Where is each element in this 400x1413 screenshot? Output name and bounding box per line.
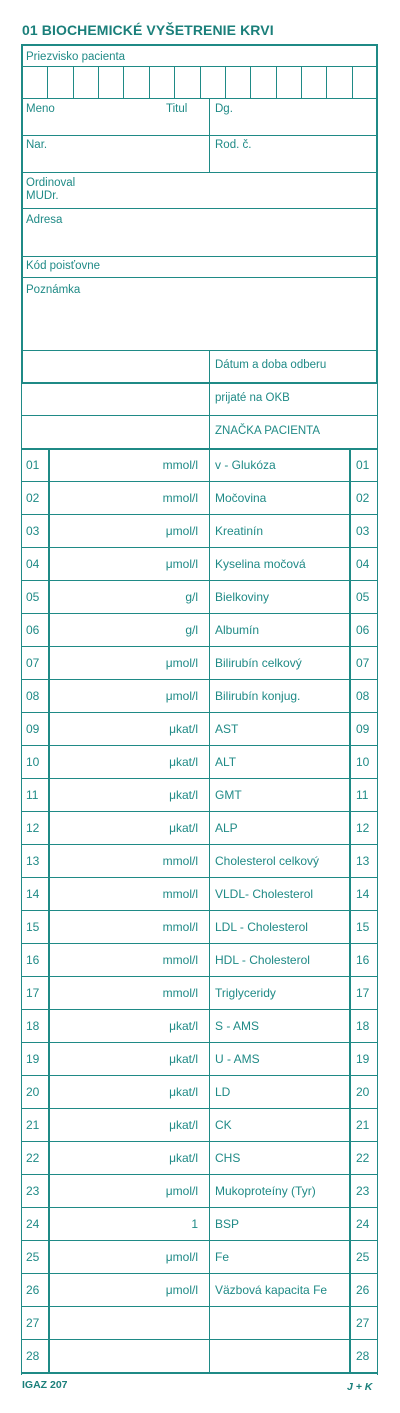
born-label: Nar. <box>26 139 48 151</box>
result-value-field[interactable] <box>50 648 145 677</box>
row-number-left: 04 <box>26 557 40 571</box>
surname-label: Priezvisko pacienta <box>26 51 126 63</box>
result-value-field[interactable] <box>50 1242 145 1271</box>
test-name: Albumín <box>215 623 260 637</box>
test-name: Bilirubín konjug. <box>215 689 301 703</box>
row-number-left: 20 <box>26 1085 40 1099</box>
letter-box-divider <box>174 66 175 98</box>
unit-label: mmol/l <box>162 854 198 868</box>
letter-box-divider <box>326 66 327 98</box>
letter-box-divider <box>149 66 150 98</box>
row-number-right: 05 <box>356 590 370 604</box>
table-row-line <box>22 1372 377 1374</box>
result-value-field[interactable] <box>50 879 145 908</box>
result-value-field[interactable] <box>50 549 145 578</box>
result-value-field[interactable] <box>50 1077 145 1106</box>
row-number-left: 22 <box>26 1151 40 1165</box>
address-label: Adresa <box>26 214 63 226</box>
row-number-left: 26 <box>26 1283 40 1297</box>
test-name: CK <box>215 1118 232 1132</box>
test-name: Kreatinín <box>215 524 264 538</box>
row-number-left: 16 <box>26 953 40 967</box>
patient-tag-label: ZNAČKA PACIENTA <box>215 425 321 437</box>
result-value-field[interactable] <box>50 1176 145 1205</box>
unit-label: μkat/l <box>169 1085 198 1099</box>
table-row-line <box>22 1009 377 1010</box>
table-row-line <box>22 1108 377 1109</box>
test-name: GMT <box>215 788 242 802</box>
row-number-right: 27 <box>356 1316 370 1330</box>
result-value-field[interactable] <box>50 912 145 941</box>
row-number-left: 25 <box>26 1250 40 1264</box>
test-name: LD <box>215 1085 231 1099</box>
name-label: Meno <box>26 103 55 115</box>
result-value-field[interactable] <box>50 1341 145 1370</box>
row-number-right: 19 <box>356 1052 370 1066</box>
test-name: HDL - Cholesterol <box>215 953 310 967</box>
table-row-line <box>22 1339 377 1340</box>
row-number-left: 05 <box>26 590 40 604</box>
letter-box-divider <box>250 66 251 98</box>
row-number-left: 10 <box>26 755 40 769</box>
row-number-left: 18 <box>26 1019 40 1033</box>
insurance-code-label: Kód poisťovne <box>26 260 101 272</box>
row-number-left: 23 <box>26 1184 40 1198</box>
result-value-field[interactable] <box>50 1011 145 1040</box>
test-name: v - Glukóza <box>215 458 276 472</box>
letter-box-divider <box>352 66 353 98</box>
row-number-left: 06 <box>26 623 40 637</box>
table-row-line <box>22 910 377 911</box>
ordered-by-label: Ordinoval <box>26 177 76 189</box>
table-row-line <box>22 778 377 779</box>
unit-label: mmol/l <box>162 953 198 967</box>
row-number-left: 08 <box>26 689 40 703</box>
table-row-line <box>22 712 377 713</box>
row-number-right: 11 <box>356 788 369 802</box>
unit-label: μmol/l <box>165 524 198 538</box>
letter-box-divider <box>200 66 201 98</box>
table-row-line <box>22 1075 377 1076</box>
letter-box-divider <box>225 66 226 98</box>
row-number-right: 13 <box>356 854 370 868</box>
test-name: ALP <box>215 821 238 835</box>
row-number-right: 06 <box>356 623 370 637</box>
row-number-left: 14 <box>26 887 40 901</box>
table-row-line <box>22 1240 377 1241</box>
unit-label: mmol/l <box>162 986 198 1000</box>
result-value-field[interactable] <box>50 1044 145 1073</box>
result-value-field[interactable] <box>50 615 145 644</box>
unit-label: mmol/l <box>162 887 198 901</box>
table-column-line <box>349 448 351 1372</box>
unit-label: μkat/l <box>169 1151 198 1165</box>
table-row-line <box>22 844 377 845</box>
test-name: U - AMS <box>215 1052 260 1066</box>
result-value-field[interactable] <box>50 582 145 611</box>
result-value-field[interactable] <box>50 1308 145 1337</box>
table-row-line <box>22 580 377 581</box>
row-number-right: 15 <box>356 920 370 934</box>
result-value-field[interactable] <box>50 450 145 479</box>
result-value-field[interactable] <box>50 714 145 743</box>
row-number-left: 28 <box>26 1349 40 1363</box>
row-number-right: 24 <box>356 1217 370 1231</box>
result-value-field[interactable] <box>50 846 145 875</box>
test-name: Kyselina močová <box>215 557 306 571</box>
unit-label: μmol/l <box>165 689 198 703</box>
unit-label: mmol/l <box>162 920 198 934</box>
test-name: Močovina <box>215 491 267 505</box>
form-code: IGAZ 207 <box>22 1379 68 1391</box>
birth-number-label: Rod. č. <box>215 139 252 151</box>
test-name: CHS <box>215 1151 241 1165</box>
result-value-field[interactable] <box>50 978 145 1007</box>
table-row-line <box>22 613 377 614</box>
letter-box-divider <box>47 66 48 98</box>
row-number-right: 03 <box>356 524 370 538</box>
row-number-left: 02 <box>26 491 40 505</box>
row-number-left: 24 <box>26 1217 40 1231</box>
row-number-right: 10 <box>356 755 370 769</box>
note-label: Poznámka <box>26 284 81 296</box>
unit-label: μmol/l <box>165 656 198 670</box>
unit-label: g/l <box>185 590 198 604</box>
row-number-right: 07 <box>356 656 370 670</box>
test-name: Triglyceridy <box>215 986 276 1000</box>
table-row-line <box>22 811 377 812</box>
result-value-field[interactable] <box>50 681 145 710</box>
unit-label: μmol/l <box>165 557 198 571</box>
unit-label: μkat/l <box>169 1118 198 1132</box>
table-row-line <box>22 943 377 944</box>
unit-label: 1 <box>191 1217 198 1231</box>
result-value-field[interactable] <box>50 780 145 809</box>
table-row-line <box>22 646 377 647</box>
test-name: Mukoproteíny (Tyr) <box>215 1184 316 1198</box>
row-number-left: 01 <box>26 458 40 472</box>
result-value-field[interactable] <box>50 1143 145 1172</box>
row-number-right: 22 <box>356 1151 370 1165</box>
table-column-line <box>209 448 210 1372</box>
table-row-line <box>22 514 377 515</box>
unit-label: μkat/l <box>169 722 198 736</box>
result-value-field[interactable] <box>50 813 145 842</box>
table-row-line <box>22 1042 377 1043</box>
unit-label: mmol/l <box>162 491 198 505</box>
test-name: Bilirubín celkový <box>215 656 302 670</box>
test-name: VLDL- Cholesterol <box>215 887 314 901</box>
unit-label: μkat/l <box>169 788 198 802</box>
result-value-field[interactable] <box>50 1275 145 1304</box>
test-name: S - AMS <box>215 1019 260 1033</box>
table-row-line <box>22 1306 377 1307</box>
row-number-right: 20 <box>356 1085 370 1099</box>
row-number-left: 17 <box>26 986 40 1000</box>
result-value-field[interactable] <box>50 945 145 974</box>
printer-mark: J + K <box>347 1381 373 1393</box>
test-name: Bielkoviny <box>215 590 270 604</box>
letter-box-divider <box>301 66 302 98</box>
row-number-right: 17 <box>356 986 370 1000</box>
table-row-line <box>22 481 377 482</box>
letter-box-divider <box>276 66 277 98</box>
letter-box-divider <box>98 66 99 98</box>
table-row-line <box>22 1273 377 1274</box>
table-row-line <box>22 1174 377 1175</box>
ordered-by-mudr-label: MUDr. <box>26 190 59 202</box>
table-row-line <box>22 679 377 680</box>
test-name: LDL - Cholesterol <box>215 920 308 934</box>
row-number-right: 14 <box>356 887 370 901</box>
unit-label: g/l <box>185 623 198 637</box>
row-number-left: 07 <box>26 656 40 670</box>
unit-label: μkat/l <box>169 1052 198 1066</box>
unit-label: μkat/l <box>169 755 198 769</box>
row-number-left: 27 <box>26 1316 40 1330</box>
result-value-field[interactable] <box>50 747 145 776</box>
table-row-line <box>22 547 377 548</box>
row-number-right: 08 <box>356 689 370 703</box>
test-name: AST <box>215 722 239 736</box>
test-name: ALT <box>215 755 237 769</box>
row-number-right: 18 <box>356 1019 370 1033</box>
row-number-right: 09 <box>356 722 370 736</box>
unit-label: μkat/l <box>169 1019 198 1033</box>
row-number-right: 02 <box>356 491 370 505</box>
unit-label: μmol/l <box>165 1283 198 1297</box>
sampling-date-label: Dátum a doba odberu <box>215 359 327 371</box>
letter-box-divider <box>73 66 74 98</box>
title-label: Titul <box>166 103 188 115</box>
result-value-field[interactable] <box>50 1209 145 1238</box>
test-name: BSP <box>215 1217 240 1231</box>
diagnosis-label: Dg. <box>215 103 233 115</box>
row-number-right: 26 <box>356 1283 370 1297</box>
row-number-right: 28 <box>356 1349 370 1363</box>
table-row-line <box>22 1141 377 1142</box>
result-value-field[interactable] <box>50 1110 145 1139</box>
letter-box-divider <box>123 66 124 98</box>
test-name: Cholesterol celkový <box>215 854 320 868</box>
unit-label: mmol/l <box>162 458 198 472</box>
test-name: Fe <box>215 1250 230 1264</box>
unit-label: μmol/l <box>165 1250 198 1264</box>
table-row-line <box>22 745 377 746</box>
table-row-line <box>22 1207 377 1208</box>
row-number-right: 21 <box>356 1118 370 1132</box>
unit-label: μmol/l <box>165 1184 198 1198</box>
unit-label: μkat/l <box>169 821 198 835</box>
received-okb-label: prijaté na OKB <box>215 392 290 404</box>
result-value-field[interactable] <box>50 516 145 545</box>
row-number-left: 13 <box>26 854 40 868</box>
test-name: Väzbová kapacita Fe <box>215 1283 328 1297</box>
result-value-field[interactable] <box>50 483 145 512</box>
row-number-right: 12 <box>356 821 370 835</box>
row-number-left: 21 <box>26 1118 40 1132</box>
row-number-left: 19 <box>26 1052 40 1066</box>
table-row-line <box>22 877 377 878</box>
row-number-right: 01 <box>356 458 370 472</box>
table-row-line <box>22 976 377 977</box>
row-number-right: 23 <box>356 1184 370 1198</box>
row-number-left: 09 <box>26 722 40 736</box>
row-number-right: 16 <box>356 953 370 967</box>
form-title: 01 BIOCHEMICKÉ VYŠETRENIE KRVI <box>22 22 274 38</box>
row-number-left: 03 <box>26 524 40 538</box>
row-number-right: 25 <box>356 1250 370 1264</box>
row-number-right: 04 <box>356 557 370 571</box>
row-number-left: 12 <box>26 821 40 835</box>
row-number-left: 15 <box>26 920 40 934</box>
row-number-left: 11 <box>26 788 39 802</box>
